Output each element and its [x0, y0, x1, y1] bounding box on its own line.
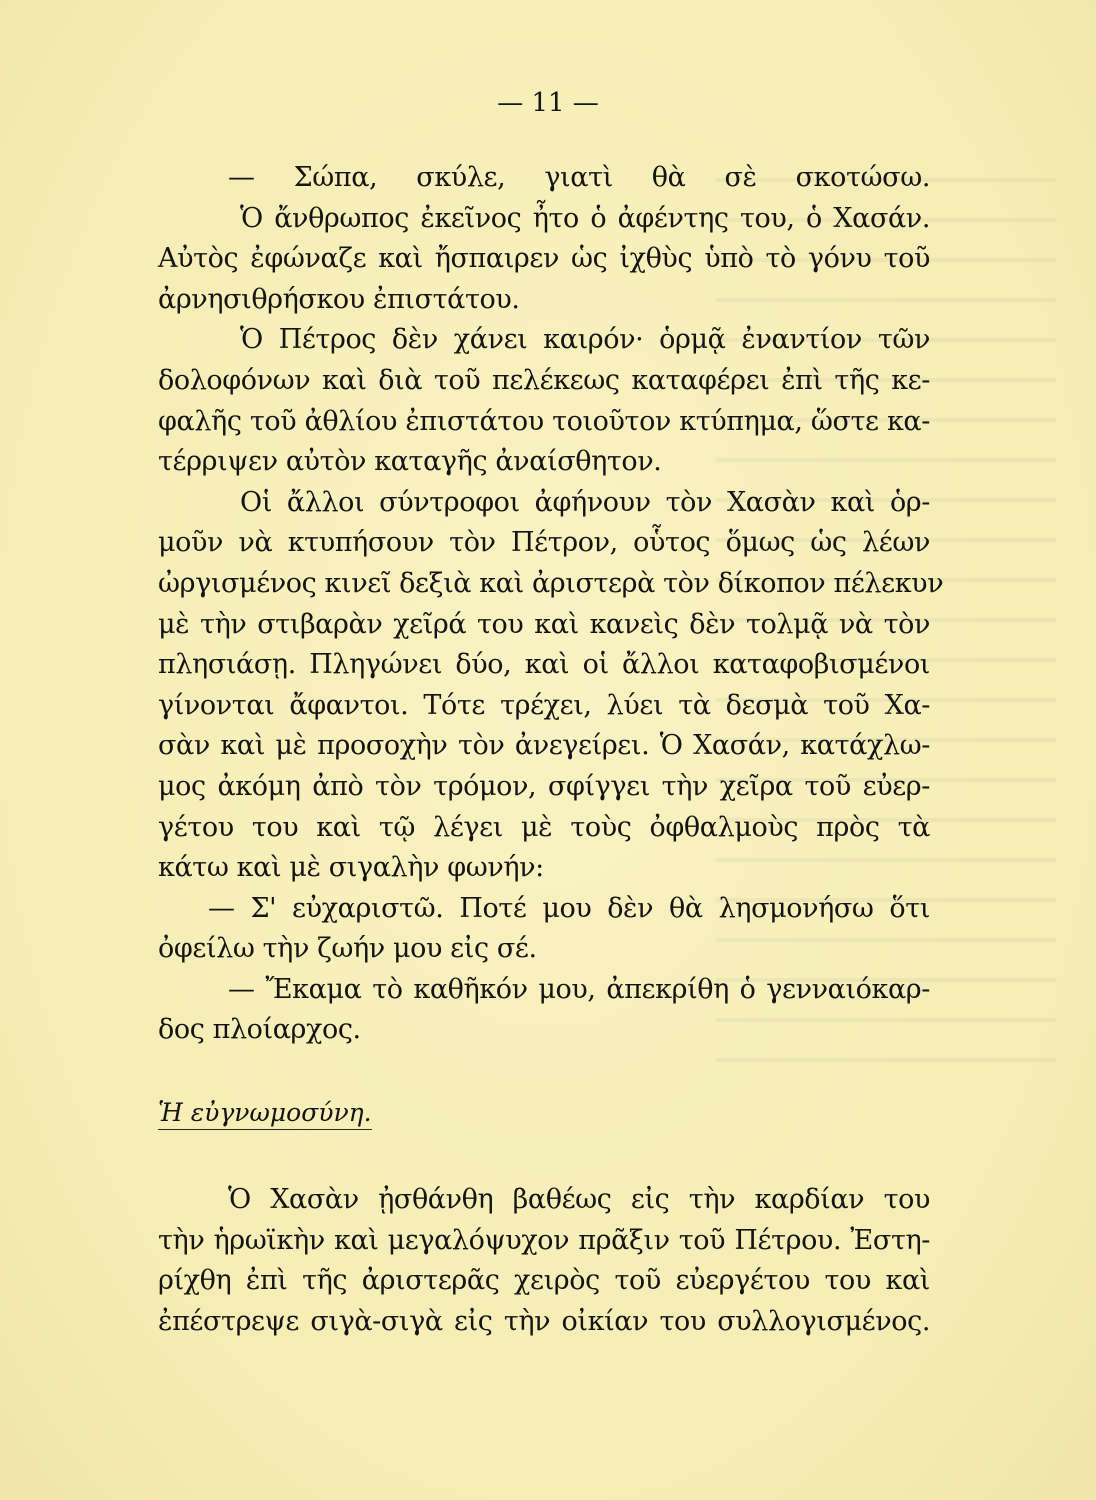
text-line: Οἱ ἄλλοι σύντροφοι ἀφήνουν τὸν Χασὰν καὶ ὁρ-: [240, 486, 930, 518]
text-line: τὴν ἡρωϊκὴν καὶ μεγαλόψυχον πρᾶξιν τοῦ Πέτρου. Ἐστη-: [158, 1224, 930, 1256]
text-line: — Ἔκαμα τὸ καθῆκόν μου, ἀπεκρίθη ὁ γενναιόκαρ-: [228, 973, 930, 1005]
page-number: — 11 —: [497, 88, 599, 118]
text-line: τέρριψεν αὐτὸν καταγῆς ἀναίσθητον.: [158, 446, 662, 478]
text-line: — Σώπα, σκύλε, γιατὶ θὰ σὲ σκοτώσω.: [228, 162, 930, 193]
text-line: μοῦν νὰ κτυπήσουν τὸν Πέτρον, οὗτος ὅμως ὡς λέων: [158, 527, 930, 559]
text-line: πλησιάσῃ. Πληγώνει δύο, καὶ οἱ ἄλλοι καταφοβισμένοι: [158, 649, 930, 681]
text-line: Ὁ ἄνθρωπος ἐκεῖνος ἦτο ὁ ἀφέντης του, ὁ Χασάν.: [240, 202, 930, 234]
text-line: Αὐτὸς ἐφώναζε καὶ ἤσπαιρεν ὡς ἰχθὺς ὑπὸ τὸ γόνυ τοῦ: [158, 243, 930, 275]
text-line: — Σ' εὐχαριστῶ. Ποτέ μου δὲν θὰ λησμονήσω ὅτι: [208, 892, 930, 924]
section-title: Ἡ εὐγνωμοσύνη.: [158, 1098, 372, 1130]
text-line: σὰν καὶ μὲ προσοχὴν τὸν ἀνεγείρει. Ὁ Χασάν, κατάχλω-: [158, 730, 930, 762]
text-line: γίνονται ἄφαντοι. Τότε τρέχει, λύει τὰ δεσμὰ τοῦ Χα-: [158, 689, 930, 721]
text-line: ὀφείλω τὴν ζωήν μου εἰς σέ.: [158, 933, 537, 965]
text-line: ἀρνησιθρήσκου ἐπιστάτου.: [158, 283, 520, 315]
text-line: γέτου του καὶ τῷ λέγει μὲ τοὺς ὀφθαλμοὺς πρὸς τὰ: [158, 811, 930, 843]
text-line: ρίχθη ἐπὶ τῆς ἀριστερᾶς χειρὸς τοῦ εὐεργέτου του καὶ: [158, 1265, 930, 1297]
text-line: φαλῆς τοῦ ἀθλίου ἐπιστάτου τοιοῦτον κτύπημα, ὥστε κα-: [158, 405, 930, 437]
main-text-block: [158, 158, 944, 1051]
text-line: μος ἀκόμη ἀπὸ τὸν τρόμον, σφίγγει τὴν χεῖρα τοῦ εὐερ-: [158, 770, 930, 802]
text-line: ὠργισμένος κινεῖ δεξιὰ καὶ ἀριστερὰ τὸν δίκοπον πέλεκυν: [158, 567, 944, 599]
text-line: Ὁ Χασὰν ᾐσθάνθη βαθέως εἰς τὴν καρδίαν του: [228, 1184, 930, 1215]
text-line: κάτω καὶ μὲ σιγαλὴν φωνήν:: [158, 852, 544, 884]
second-text-block: [158, 1180, 930, 1342]
text-line: Ὁ Πέτρος δὲν χάνει καιρόν· ὁρμᾷ ἐναντίον τῶν: [240, 324, 930, 356]
text-line: μὲ τὴν στιβαρὰν χεῖρά του καὶ κανεὶς δὲν τολμᾷ νὰ τὸν: [158, 608, 930, 640]
text-line: ἐπέστρεψε σιγὰ-σιγὰ εἰς τὴν οἰκίαν του συλλογισμένος.: [158, 1305, 930, 1337]
text-line: δος πλοίαρχος.: [158, 1014, 361, 1046]
text-line: δολοφόνων καὶ διὰ τοῦ πελέκεως καταφέρει ἐπὶ τῆς κε-: [158, 364, 930, 396]
